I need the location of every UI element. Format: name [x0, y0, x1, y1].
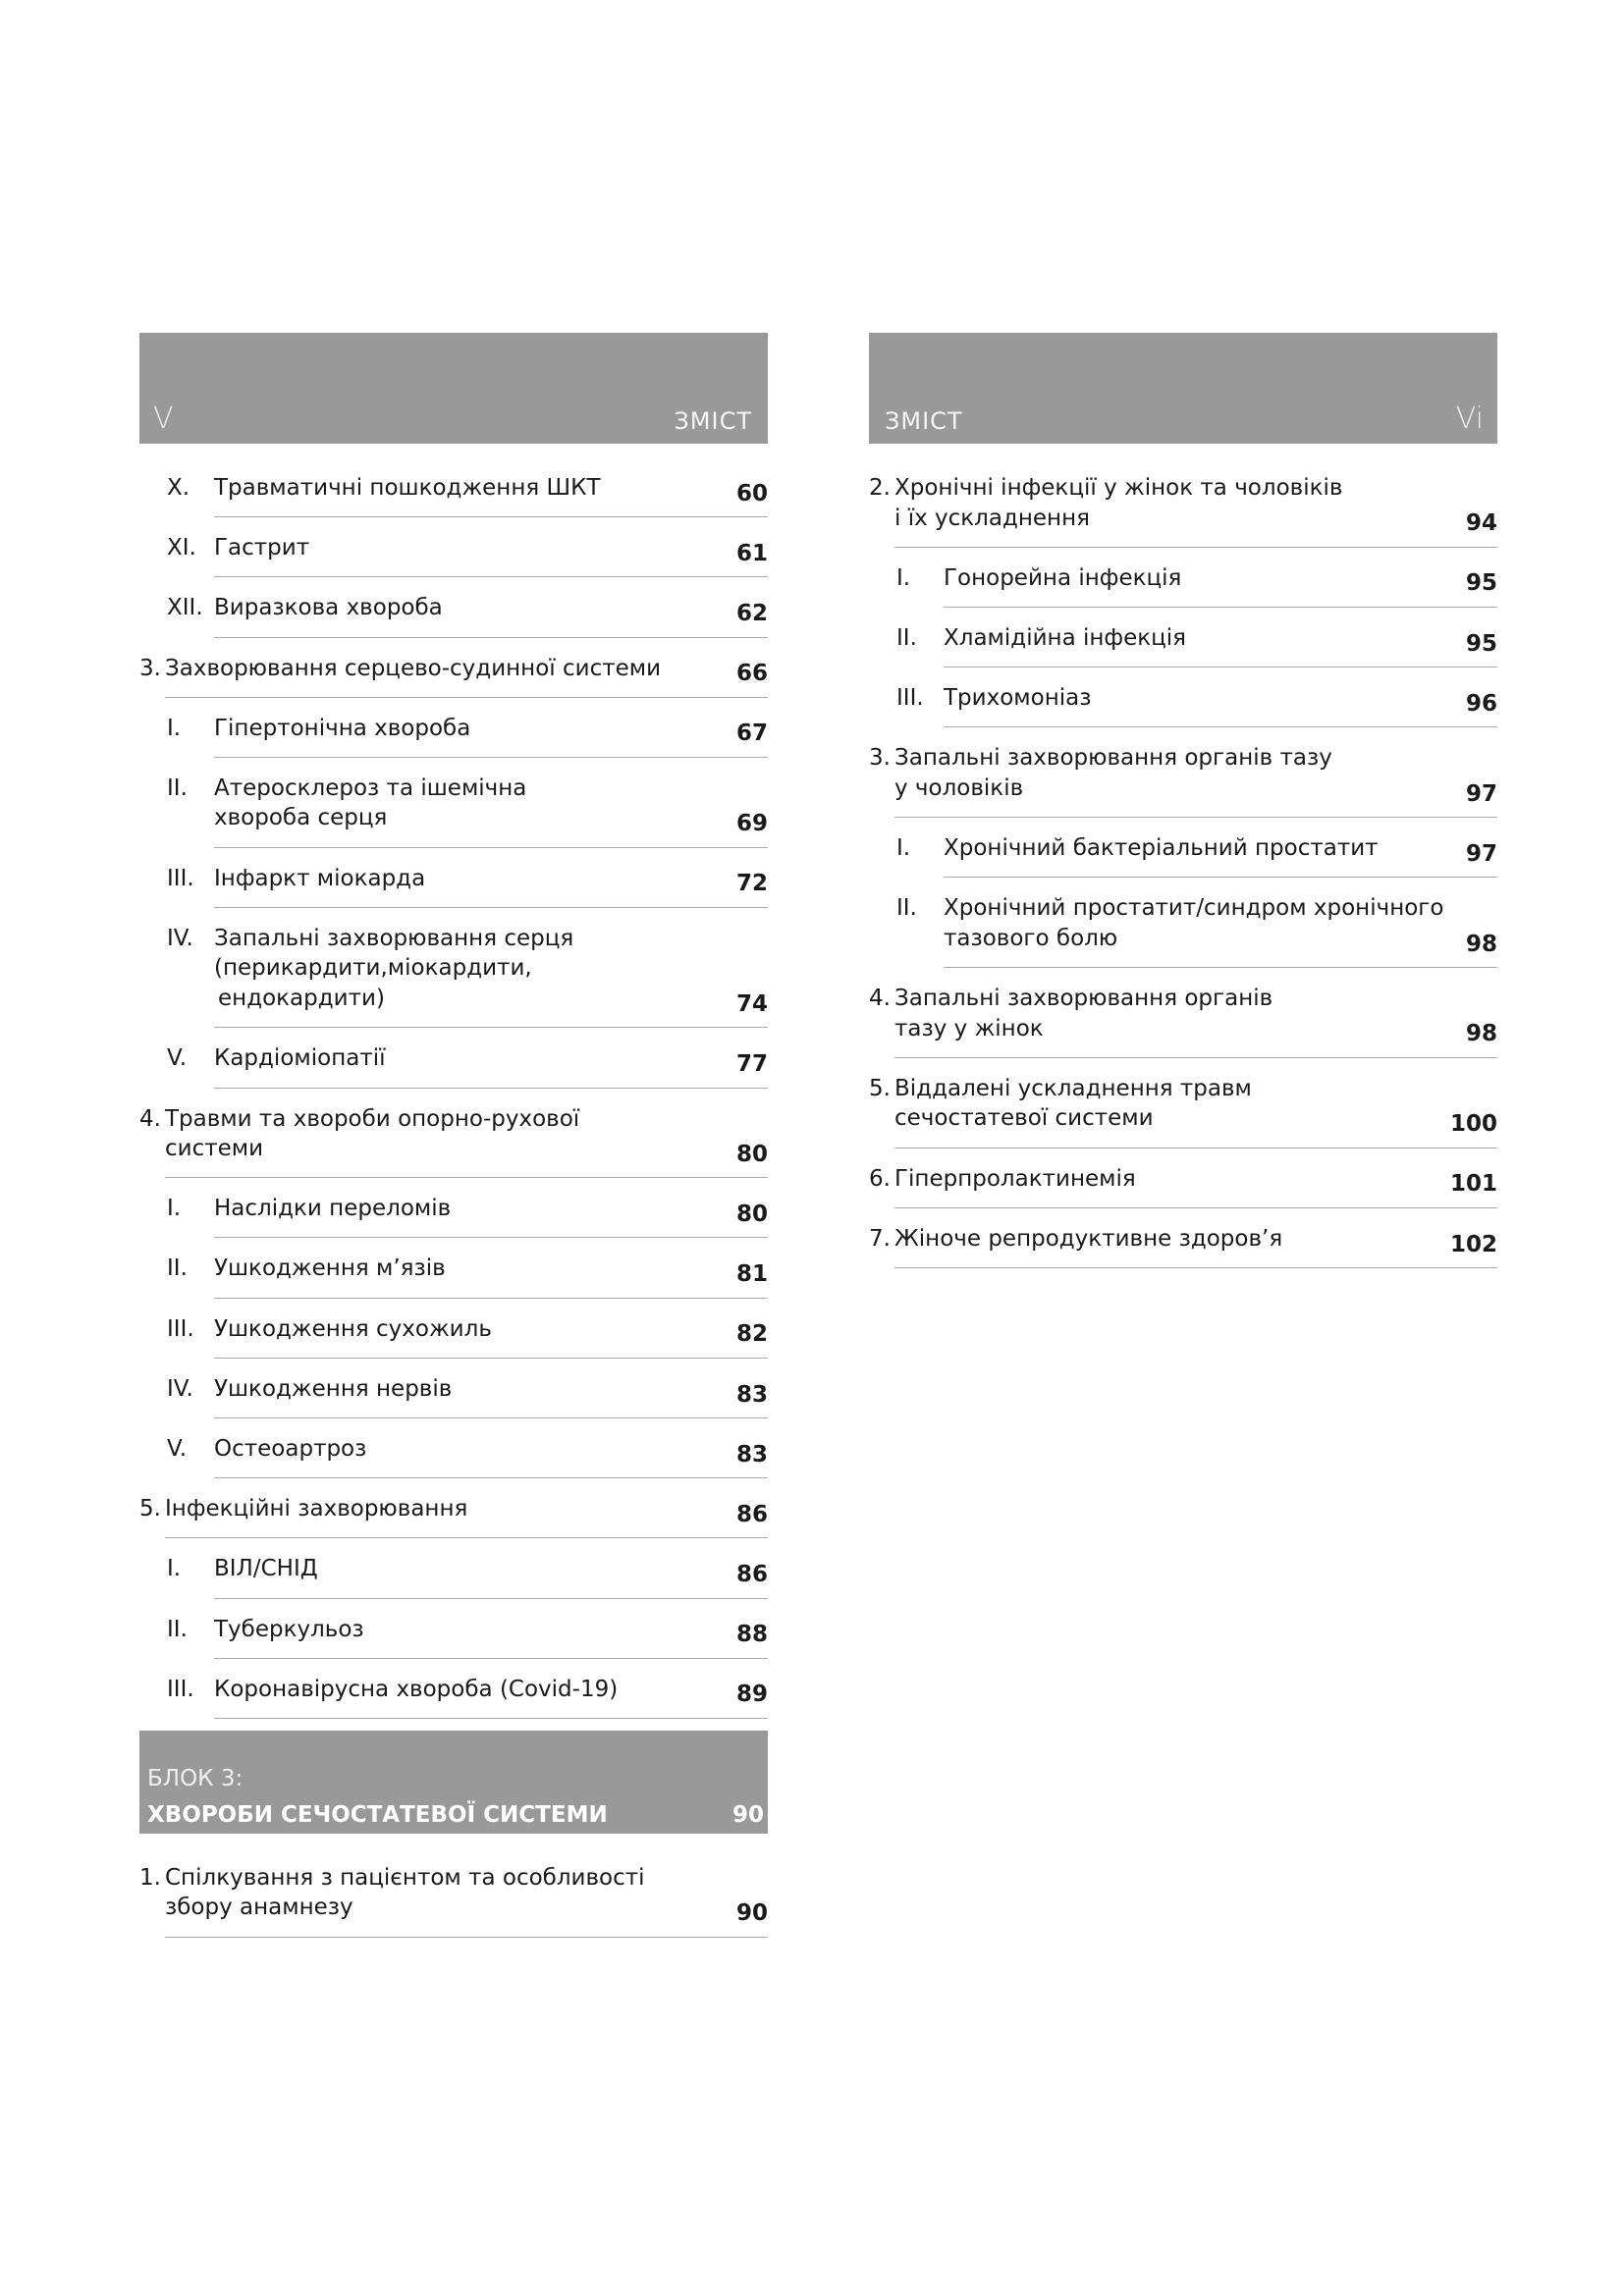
entry-title-line: Хронічний простатит/синдром хронічного	[944, 895, 1444, 922]
entry-number: XI.	[167, 535, 196, 561]
entry-number: 7.	[869, 1225, 891, 1252]
entry-number: X.	[167, 475, 190, 501]
toc-entry[interactable]	[869, 878, 1497, 968]
entry-title	[214, 1554, 768, 1584]
entry-page-number: 66	[735, 661, 768, 687]
entry-number: 4.	[139, 1105, 161, 1132]
toc-entry[interactable]	[869, 608, 1497, 667]
entry-title-line: Хронічний бактеріальний простатит	[944, 835, 1379, 862]
page-number: Vi	[1455, 401, 1484, 436]
entry-title	[165, 654, 768, 684]
entry-page-number: 95	[1465, 630, 1497, 657]
entry-page-number: 86	[735, 1501, 768, 1527]
entry-page-number: 82	[735, 1321, 768, 1348]
entry-title	[894, 1074, 1497, 1134]
page-header	[869, 333, 1497, 444]
entry-page-number: 86	[735, 1562, 768, 1588]
toc-entry[interactable]	[139, 1847, 768, 1938]
block-label: БЛОК 3:	[147, 1765, 244, 1791]
entry-number: XII.	[167, 595, 203, 621]
block-page-number: 90	[731, 1801, 764, 1828]
entry-page-number: 60	[735, 480, 768, 507]
block-title: ХВОРОБИ СЕЧОСТАТЕВОЇ СИСТЕМИ	[147, 1801, 608, 1828]
entry-number: II.	[896, 895, 917, 922]
toc-entry[interactable]	[869, 1058, 1497, 1148]
page-number: V	[153, 401, 174, 436]
entry-title-line: Гіпертонічна хвороба	[214, 715, 471, 741]
entry-title	[214, 593, 768, 623]
entry-title-line: Наслідки переломів	[214, 1196, 452, 1222]
toc-entry[interactable]	[869, 818, 1497, 878]
entry-title	[894, 984, 1497, 1043]
entry-title	[894, 1224, 1497, 1255]
entry-page-number: 100	[1449, 1111, 1497, 1138]
entry-number: 3.	[869, 745, 891, 772]
entry-page-number: 72	[735, 871, 768, 897]
entry-number: II.	[167, 1616, 188, 1642]
entry-title-line: Травми та хвороби опорно-рухової	[165, 1105, 580, 1132]
toc-entry[interactable]	[139, 1089, 768, 1179]
entry-number: I.	[167, 715, 182, 741]
entry-number: V.	[167, 1436, 188, 1463]
entry-title-line: тазу у жінок	[894, 1015, 1044, 1041]
entry-title-line: Інфекційні захворювання	[165, 1496, 468, 1522]
entry-page-number: 96	[1465, 690, 1497, 717]
entry-title-line: Спілкування з пацієнтом та особливості	[165, 1864, 645, 1891]
toc-entry[interactable]	[869, 1208, 1497, 1268]
entry-number: III.	[167, 1676, 194, 1702]
toc-entry[interactable]	[139, 908, 768, 1028]
entry-title-line: тазового болю	[944, 925, 1118, 951]
entry-title-line: Хламідійна інфекція	[944, 624, 1186, 651]
entry-number: 4.	[869, 986, 891, 1012]
toc-entry[interactable]	[139, 1238, 768, 1298]
entry-title	[894, 473, 1497, 533]
entry-number: II.	[167, 774, 188, 801]
entry-title-line: у чоловіків	[894, 774, 1024, 801]
entry-title-line: Гіперпролактинемія	[894, 1165, 1136, 1192]
toc-entry[interactable]	[869, 548, 1497, 608]
entry-title	[214, 864, 768, 894]
toc-entry[interactable]	[139, 1178, 768, 1238]
toc-entry[interactable]	[139, 1659, 768, 1719]
entry-page-number: 61	[735, 540, 768, 566]
entry-number: 2.	[869, 475, 891, 501]
entry-number: IV.	[167, 1375, 193, 1402]
entry-title	[214, 1615, 768, 1645]
entry-title	[165, 1494, 768, 1524]
entry-number: 3.	[139, 655, 161, 681]
toc-entry[interactable]	[139, 1418, 768, 1478]
entry-page-number: 67	[735, 721, 768, 747]
entry-page-number: 88	[735, 1622, 768, 1648]
entry-page-number: 101	[1449, 1171, 1497, 1198]
toc-entry[interactable]	[869, 968, 1497, 1058]
entry-title-line: Запальні захворювання серця	[214, 925, 574, 951]
toc-entry[interactable]	[139, 758, 768, 848]
entry-number: III.	[167, 1315, 194, 1342]
entry-number: 6.	[869, 1165, 891, 1192]
entry-page-number: 89	[735, 1682, 768, 1708]
entry-number: IV.	[167, 925, 193, 951]
entry-title	[214, 1675, 768, 1705]
entry-number: I.	[896, 835, 911, 862]
toc-entry[interactable]	[139, 638, 768, 698]
toc-entry[interactable]	[139, 1478, 768, 1538]
entry-underline	[165, 1937, 768, 1938]
entry-page-number: 80	[735, 1201, 768, 1227]
entry-title	[214, 1043, 768, 1074]
entry-title-line: Ушкодження м’язів	[214, 1255, 446, 1282]
entry-page-number: 83	[735, 1381, 768, 1408]
entry-title-line: Запальні захворювання органів тазу	[894, 745, 1332, 772]
entry-title-line: (перикардити,міокардити,	[214, 955, 532, 982]
entry-title-line: Гастрит	[214, 535, 310, 561]
page-header	[139, 333, 768, 444]
entry-page-number: 95	[1465, 570, 1497, 597]
page-title: ЗМІСТ	[674, 407, 752, 435]
entry-underline	[214, 1718, 768, 1719]
entry-title-line: Жіноче репродуктивне здоров’я	[894, 1225, 1283, 1252]
entry-title	[944, 623, 1497, 654]
entry-underline	[894, 1267, 1497, 1268]
entry-title-line: Кардіоміопатії	[214, 1045, 386, 1072]
entry-title-line: ендокардити)	[218, 985, 385, 1011]
entry-title-line: Ушкодження нервів	[214, 1375, 453, 1402]
entry-page-number: 81	[735, 1261, 768, 1288]
entry-title-line: Захворювання серцево-судинної системи	[165, 655, 662, 681]
entry-title-line: Ушкодження сухожиль	[214, 1315, 492, 1342]
entry-page-number: 77	[735, 1051, 768, 1077]
entry-page-number: 98	[1465, 931, 1497, 957]
entry-title	[214, 924, 768, 1014]
entry-title	[214, 774, 768, 833]
entry-number: II.	[167, 1255, 188, 1282]
entry-number: II.	[896, 624, 917, 651]
entry-title	[214, 714, 768, 744]
entry-page-number: 62	[735, 601, 768, 627]
entry-title	[214, 1434, 768, 1465]
entry-title	[944, 833, 1497, 864]
entry-number: I.	[896, 564, 911, 591]
page-title: ЗМІСТ	[885, 407, 963, 435]
toc-entry[interactable]	[139, 517, 768, 577]
entry-number: 5.	[139, 1496, 161, 1522]
entry-number: I.	[167, 1196, 182, 1222]
toc-page-right	[869, 333, 1497, 1268]
toc-entry[interactable]	[139, 577, 768, 637]
entry-title-line: Травматичні пошкодження ШКТ	[214, 475, 601, 501]
entry-title-line: Гонорейна інфекція	[944, 564, 1182, 591]
entry-title-line: хвороба серця	[214, 805, 388, 831]
entry-page-number: 74	[735, 990, 768, 1017]
entry-title	[944, 893, 1497, 953]
entry-title-line: Коронавірусна хвороба (Covid-19)	[214, 1676, 619, 1702]
toc-entry[interactable]	[869, 667, 1497, 727]
toc-page-left	[139, 333, 768, 1938]
entry-page-number: 83	[735, 1441, 768, 1468]
toc-list	[869, 457, 1497, 1268]
entry-title-line: ВІЛ/СНІД	[214, 1556, 318, 1582]
toc-entry[interactable]	[139, 698, 768, 758]
entry-title	[944, 563, 1497, 594]
entry-title-line: Виразкова хвороба	[214, 595, 443, 621]
entry-title-line: Туберкульоз	[214, 1616, 364, 1642]
entry-title-line: сечостатевої системи	[894, 1105, 1154, 1132]
entry-title	[165, 1104, 768, 1164]
toc-entry[interactable]	[869, 457, 1497, 548]
entry-page-number: 102	[1449, 1231, 1497, 1257]
entry-title	[214, 1194, 768, 1224]
toc-entry[interactable]	[139, 1299, 768, 1359]
entry-title	[214, 473, 768, 504]
toc-entry[interactable]	[139, 1538, 768, 1598]
entry-page-number: 97	[1465, 840, 1497, 867]
entry-number: III.	[167, 865, 194, 891]
entry-title-line: Атеросклероз та ішемічна	[214, 774, 527, 801]
entry-title	[894, 743, 1497, 803]
entry-title	[944, 683, 1497, 714]
entry-number: 1.	[139, 1864, 161, 1891]
toc-entry[interactable]	[139, 457, 768, 517]
entry-title-line: Віддалені ускладнення травм	[894, 1075, 1252, 1101]
entry-number: III.	[896, 685, 924, 712]
entry-title-line: системи	[165, 1136, 264, 1161]
toc-list	[139, 1847, 768, 1938]
toc-entry[interactable]	[869, 1148, 1497, 1208]
toc-list	[139, 457, 768, 1719]
entry-title-line: Остеоартроз	[214, 1436, 367, 1463]
entry-title	[214, 1254, 768, 1284]
section-block-banner[interactable]	[139, 1731, 768, 1834]
entry-title	[214, 1314, 768, 1345]
toc-entry[interactable]	[139, 848, 768, 908]
entry-number: V.	[167, 1045, 188, 1072]
entry-number: 5.	[869, 1075, 891, 1101]
entry-page-number: 69	[735, 811, 768, 837]
entry-title-line: збору анамнезу	[165, 1895, 353, 1921]
entry-title	[894, 1164, 1497, 1195]
toc-entry[interactable]	[869, 727, 1497, 818]
entry-title-line: Інфаркт міокарда	[214, 865, 426, 891]
entry-title-line: Трихомоніаз	[944, 685, 1092, 712]
entry-page-number: 98	[1465, 1021, 1497, 1047]
entry-number: I.	[167, 1556, 182, 1582]
toc-entry[interactable]	[139, 1359, 768, 1418]
toc-entry[interactable]	[139, 1028, 768, 1088]
entry-title	[165, 1863, 768, 1923]
entry-title	[214, 533, 768, 563]
toc-entry[interactable]	[139, 1599, 768, 1659]
entry-title-line: і їх ускладнення	[894, 505, 1090, 531]
entry-title-line: Хронічні інфекції у жінок та чоловіків	[894, 475, 1343, 501]
entry-page-number: 94	[1465, 510, 1497, 537]
entry-page-number: 97	[1465, 780, 1497, 807]
entry-title	[214, 1374, 768, 1405]
entry-page-number: 80	[735, 1141, 768, 1167]
entry-page-number: 90	[735, 1900, 768, 1927]
entry-title-line: Запальні захворювання органів	[894, 986, 1273, 1012]
